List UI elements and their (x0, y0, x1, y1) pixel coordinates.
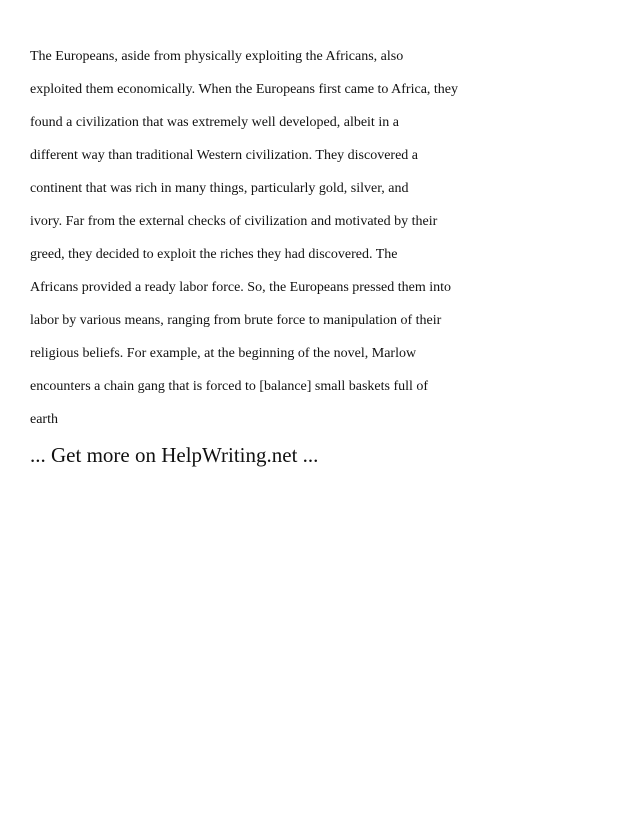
text-line: ivory. Far from the external checks of civilization and motivated by their (30, 214, 438, 229)
body-paragraph (30, 40, 630, 436)
text-line: found a civilization that was extremely well developed, albeit in a (30, 115, 399, 130)
text-line: earth (30, 412, 58, 427)
text-line: different way than traditional Western civilization. They discovered a (30, 148, 419, 163)
text-line: greed, they decided to exploit the riches they had discovered. The (30, 247, 398, 262)
text-line: The Europeans, aside from physically exploiting the Africans, also (30, 49, 404, 64)
text-line: continent that was rich in many things, particularly gold, silver, and (30, 181, 409, 196)
text-line: religious beliefs. For example, at the beginning of the novel, Marlow (30, 346, 417, 361)
text-line: Africans provided a ready labor force. So, the Europeans pressed them into (30, 280, 452, 295)
get-more-link[interactable]: ... Get more on HelpWriting.net ... (30, 443, 319, 467)
text-line: exploited them economically. When the Europeans first came to Africa, they (30, 82, 459, 97)
text-line: labor by various means, ranging from brute force to manipulation of their (30, 313, 442, 328)
text-line: encounters a chain gang that is forced to [balance] small baskets full of (30, 379, 429, 394)
